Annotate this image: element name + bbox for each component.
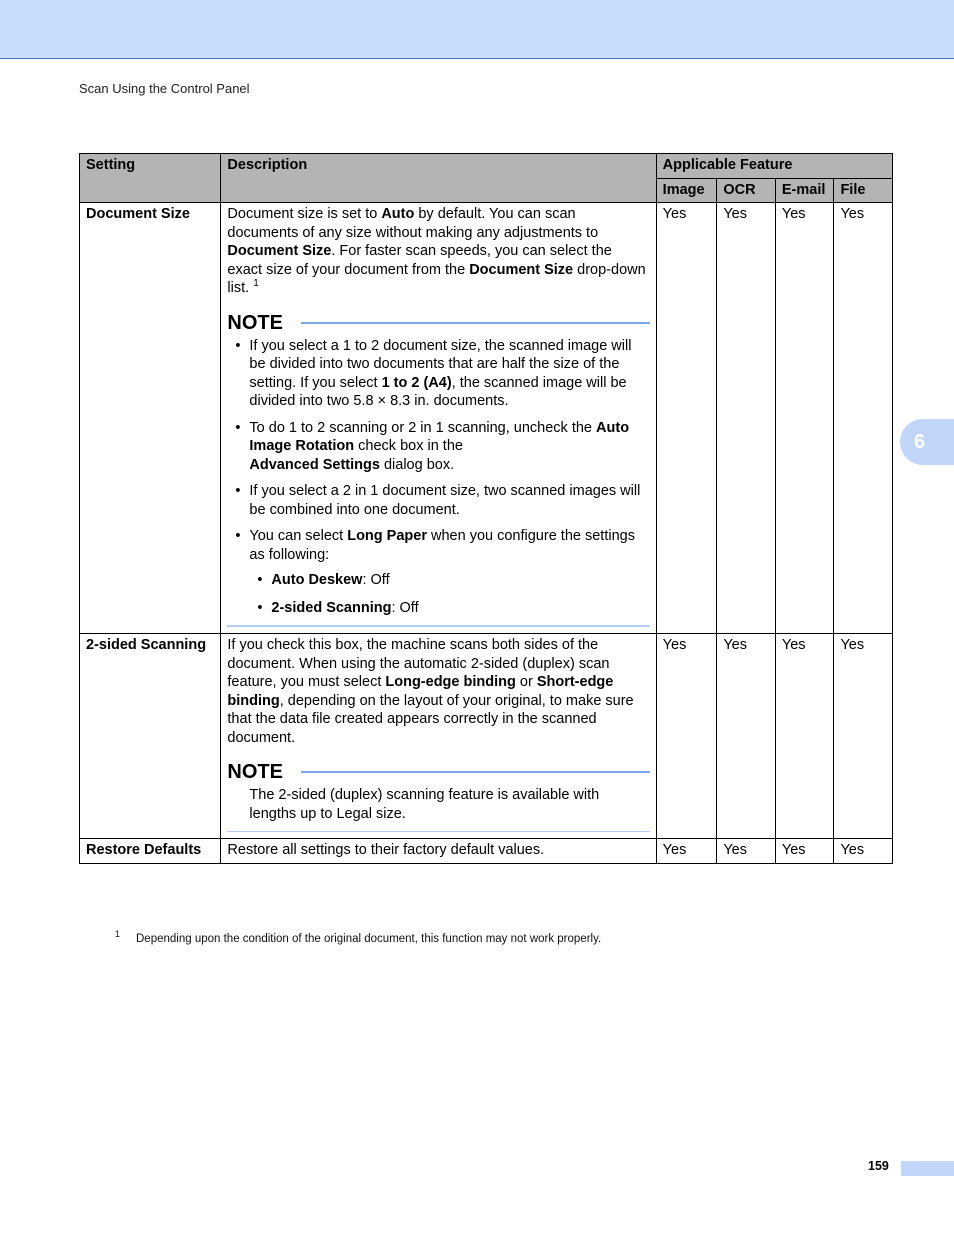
text-run: or: [515, 674, 537, 690]
bold-run: Long Paper: [347, 528, 427, 544]
text-run: dialog box.: [379, 456, 455, 473]
text-run: To do 1 to 2 scanning or 2 in 1 scanning, uncheck the: [249, 419, 597, 436]
text-run: . For faster scan speeds, you can select the exact size of your document from the: [227, 243, 612, 278]
bold-run: Long-edge binding: [385, 674, 516, 690]
header-image: Image: [656, 178, 717, 203]
header-ocr: OCR: [717, 178, 776, 203]
table-row: [80, 203, 893, 634]
running-head: Scan Using the Control Panel: [79, 81, 250, 96]
note-title: NOTE: [227, 761, 283, 783]
list-item: [227, 337, 649, 411]
feature-ocr: Yes: [717, 634, 776, 839]
text-run: drop-down list.: [227, 261, 646, 296]
setting-restore-defaults: Restore Defaults: [80, 839, 221, 864]
feature-file: Yes: [834, 634, 893, 839]
header-applicable-feature: Applicable Feature: [656, 154, 892, 179]
description-text: [227, 205, 649, 298]
bold-run: Auto Deskew: [271, 572, 363, 588]
footnote-mark: 1: [115, 929, 121, 939]
list-item: [227, 527, 649, 617]
table-row: [80, 839, 893, 864]
note-sublist: [249, 571, 649, 617]
footnote-ref: 1: [253, 278, 259, 290]
note-header: [227, 312, 649, 334]
feature-ocr: Yes: [717, 839, 776, 864]
note-end-rule: [227, 625, 649, 627]
note-text: The 2-sided (duplex) scanning feature is available with lengths up to Legal size.: [249, 787, 600, 822]
description-2-sided-scanning: [221, 634, 656, 839]
feature-email: Yes: [775, 634, 834, 839]
header-setting: Setting: [80, 154, 221, 203]
text-run: , the scanned image will be divided into two 5.8 × 8.3 in. documents.: [249, 374, 627, 409]
header-file: File: [834, 178, 893, 203]
table-row: [80, 634, 893, 839]
page-number: 159: [868, 1159, 889, 1173]
header-row: [80, 154, 893, 179]
text-run: : Off: [391, 599, 419, 616]
text-run: You can select: [249, 528, 348, 544]
header-band: [0, 0, 954, 59]
list-item: • If you select a 2 in 1 document size, two scanned images will be combined into one document.: [227, 482, 649, 519]
feature-file: Yes: [834, 839, 893, 864]
bold-run: Short-edge binding: [227, 674, 614, 709]
bold-run: Advanced Settings: [249, 456, 380, 473]
text-run: : Off: [362, 572, 390, 588]
text-run: by default. You can scan documents of any size without making any adjustments to: [227, 206, 599, 241]
header-email: E-mail: [775, 178, 834, 203]
bold-run: Document Size: [227, 243, 332, 259]
bold-run: 1 to 2 (A4): [381, 374, 452, 391]
text-run: , depending on the layout of your original, to make sure that the data file created appears correctly in the scanned document.: [227, 692, 634, 746]
note-end-rule: [227, 831, 649, 832]
note-title: NOTE: [227, 311, 283, 334]
note-rule: [301, 322, 650, 324]
chapter-tab: 6: [900, 419, 954, 465]
note-header: [227, 761, 649, 783]
feature-image: Yes: [656, 839, 717, 864]
text-run: If you select a 1 to 2 document size, the scanned image will be divided into two documents that are half the size of the setting. If you select: [249, 337, 632, 391]
text-run: Document size is set to: [227, 206, 382, 222]
feature-file: Yes: [834, 203, 893, 634]
bold-run: Auto Image Rotation: [249, 419, 630, 454]
feature-image: Yes: [656, 203, 717, 634]
text-run: check box in the: [354, 438, 463, 454]
setting-2-sided-scanning: 2-sided Scanning: [80, 634, 221, 839]
description-restore-defaults: Restore all settings to their factory default values.: [221, 839, 656, 864]
note-list: [227, 337, 649, 618]
note-rule: [301, 771, 650, 773]
setting-document-size: Document Size: [80, 203, 221, 634]
footnote-text: Depending upon the condition of the original document, this function may not work properly.: [136, 933, 602, 945]
header-description: Description: [221, 154, 656, 203]
list-item: [227, 419, 649, 475]
text-run: If you check this box, the machine scans both sides of the document. When using the automatic 2-sided (duplex) scan feature, you must select: [227, 637, 610, 690]
bold-run: Document Size: [469, 261, 574, 278]
description-document-size: [221, 203, 656, 634]
list-item: [249, 571, 649, 590]
feature-email: Yes: [775, 203, 834, 634]
bold-run: Auto: [381, 206, 415, 222]
list-item: [249, 599, 649, 618]
description-text: [227, 636, 649, 747]
settings-table: [79, 153, 893, 864]
page-number-bar: [901, 1161, 954, 1176]
bold-run: 2-sided Scanning: [271, 599, 392, 616]
feature-ocr: Yes: [717, 203, 776, 634]
feature-email: Yes: [775, 839, 834, 864]
feature-image: Yes: [656, 634, 717, 839]
text-run: when you configure the settings as following:: [249, 528, 635, 563]
